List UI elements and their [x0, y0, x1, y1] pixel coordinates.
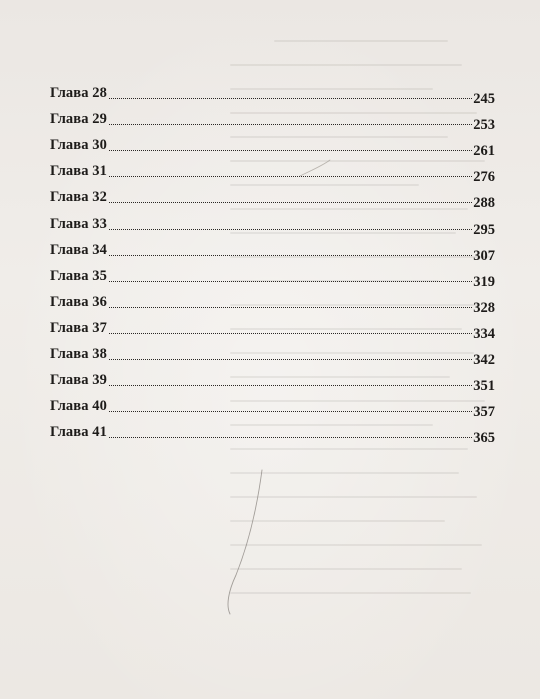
- dot-leader: [109, 255, 472, 256]
- toc-entry: [50, 208, 495, 238]
- dot-leader: [109, 281, 472, 282]
- toc-entry: [50, 78, 495, 108]
- page-number: 245: [473, 91, 495, 108]
- chapter-title: Глава 37: [50, 319, 107, 336]
- page-number: 328: [473, 299, 495, 316]
- chapter-title: Глава 32: [50, 189, 107, 206]
- dot-leader: [109, 307, 472, 308]
- dot-leader: [109, 411, 472, 412]
- page-number: 334: [473, 325, 495, 342]
- dot-leader: [109, 202, 472, 203]
- chapter-title: Глава 35: [50, 267, 107, 284]
- dot-leader: [109, 333, 472, 334]
- page-number: 351: [473, 378, 495, 395]
- page-number: 261: [473, 143, 495, 160]
- dot-leader: [109, 437, 472, 438]
- toc-entry: [50, 365, 495, 395]
- page-number: 342: [473, 352, 495, 369]
- page-number: 365: [473, 430, 495, 447]
- chapter-title: Глава 39: [50, 372, 107, 389]
- dot-leader: [109, 385, 472, 386]
- toc-entry: [50, 182, 495, 212]
- chapter-title: Глава 34: [50, 241, 107, 258]
- toc-entry: [50, 313, 495, 342]
- dot-leader: [109, 124, 472, 125]
- chapter-title: Глава 41: [50, 424, 107, 441]
- dot-leader: [109, 176, 472, 177]
- chapter-title: Глава 28: [50, 85, 107, 102]
- toc-entry: [50, 391, 495, 421]
- toc-entry: [50, 417, 495, 447]
- dot-leader: [109, 150, 472, 151]
- toc-entry: [50, 235, 495, 264]
- dot-leader: [109, 359, 472, 360]
- toc-entry: [50, 339, 495, 369]
- chapter-title: Глава 40: [50, 398, 107, 415]
- chapter-title: Глава 30: [50, 137, 107, 154]
- dot-leader: [109, 229, 472, 230]
- toc-entry: [50, 156, 495, 186]
- page-number: 253: [473, 117, 495, 134]
- page-number: 357: [473, 404, 495, 421]
- chapter-title: Глава 36: [50, 293, 107, 310]
- page-number: 319: [473, 273, 495, 290]
- toc-entry: [50, 104, 495, 134]
- toc-entry: [50, 261, 495, 290]
- page-number: 295: [473, 221, 495, 238]
- table-of-contents: [50, 78, 495, 447]
- toc-entry: [50, 130, 495, 160]
- chapter-title: Глава 33: [50, 215, 107, 232]
- chapter-title: Глава 38: [50, 346, 107, 363]
- toc-entry: [50, 287, 495, 316]
- page-number: 288: [473, 195, 495, 212]
- dot-leader: [109, 98, 472, 99]
- chapter-title: Глава 31: [50, 163, 107, 180]
- page-number: 276: [473, 169, 495, 186]
- page-number: 307: [473, 247, 495, 264]
- chapter-title: Глава 29: [50, 111, 107, 128]
